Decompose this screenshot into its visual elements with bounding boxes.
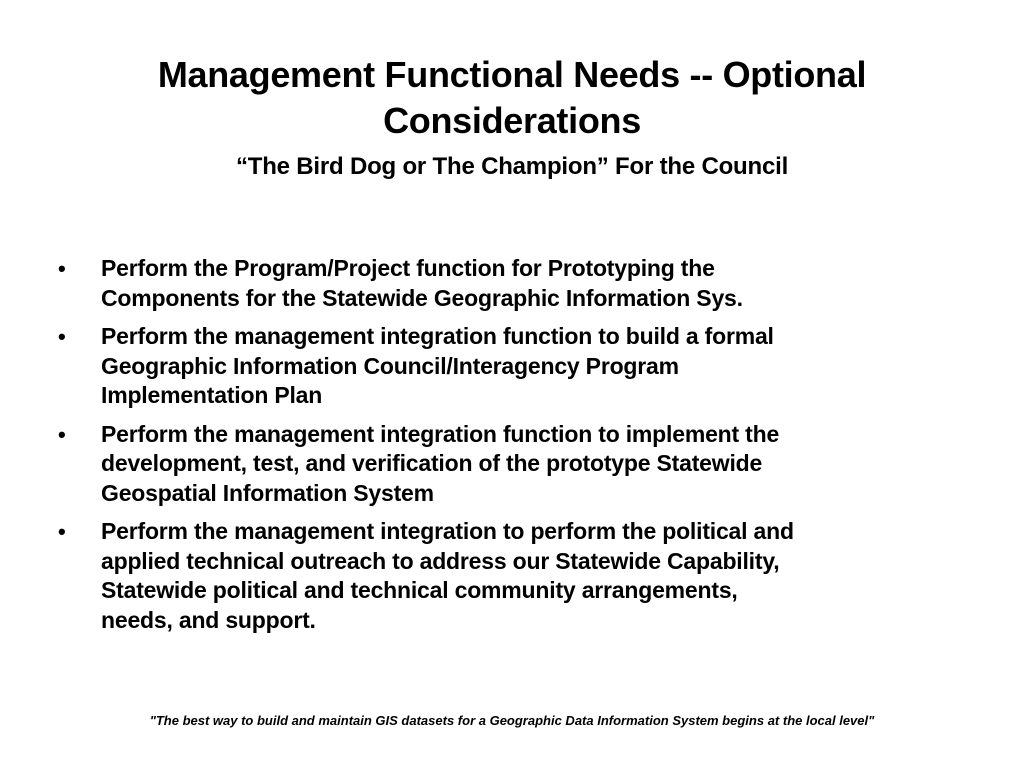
bullet-item-1 [56,254,968,313]
bullet-list [56,254,968,644]
slide-title-line-1: Management Functional Needs -- Optional [157,54,867,95]
bullet-text-line: Perform the management integration function to build a formal [101,323,774,349]
slide-title-line-2: Considerations [383,100,641,141]
bullet-item-2 [56,322,968,411]
bullet-text-line: applied technical outreach to address our Statewide Capability, [101,547,780,574]
bullet-text-line: development, test, and verification of the prototype Statewide [101,450,763,476]
bullet-dot-icon: • [58,421,66,447]
bullet-text-line: Perform the management integration to perform the political and [101,518,794,544]
bullet-text-line: Geospatial Information System [101,479,434,506]
bullet-dot-icon: • [58,324,66,349]
bullet-dot-icon: • [58,256,66,281]
bullet-text-line: Implementation Plan [101,382,323,408]
bullet-text-line: Components for the Statewide Geographic Information Sys. [101,284,743,311]
slide-subtitle: “The Bird Dog or The Champion” For the Council [235,153,789,180]
bullet-text-line: Statewide political and technical community arrangements, [101,577,738,603]
bullet-text-line: Geographic Information Council/Interagency Program [101,352,679,379]
bullet-text-line: Perform the management integration function to implement the [101,420,780,447]
bullet-text-line: Perform the Program/Project function for Prototyping the [101,255,715,281]
bullet-text-line: needs, and support. [101,606,316,633]
bullet-dot-icon: • [58,519,66,544]
bullet-item-4 [56,517,968,635]
bullet-item-3 [56,420,968,509]
footer-quote: "The best way to build and maintain GIS datasets for a Geographic Data Information System begins at the local level" [149,713,875,728]
title-block [60,52,964,184]
